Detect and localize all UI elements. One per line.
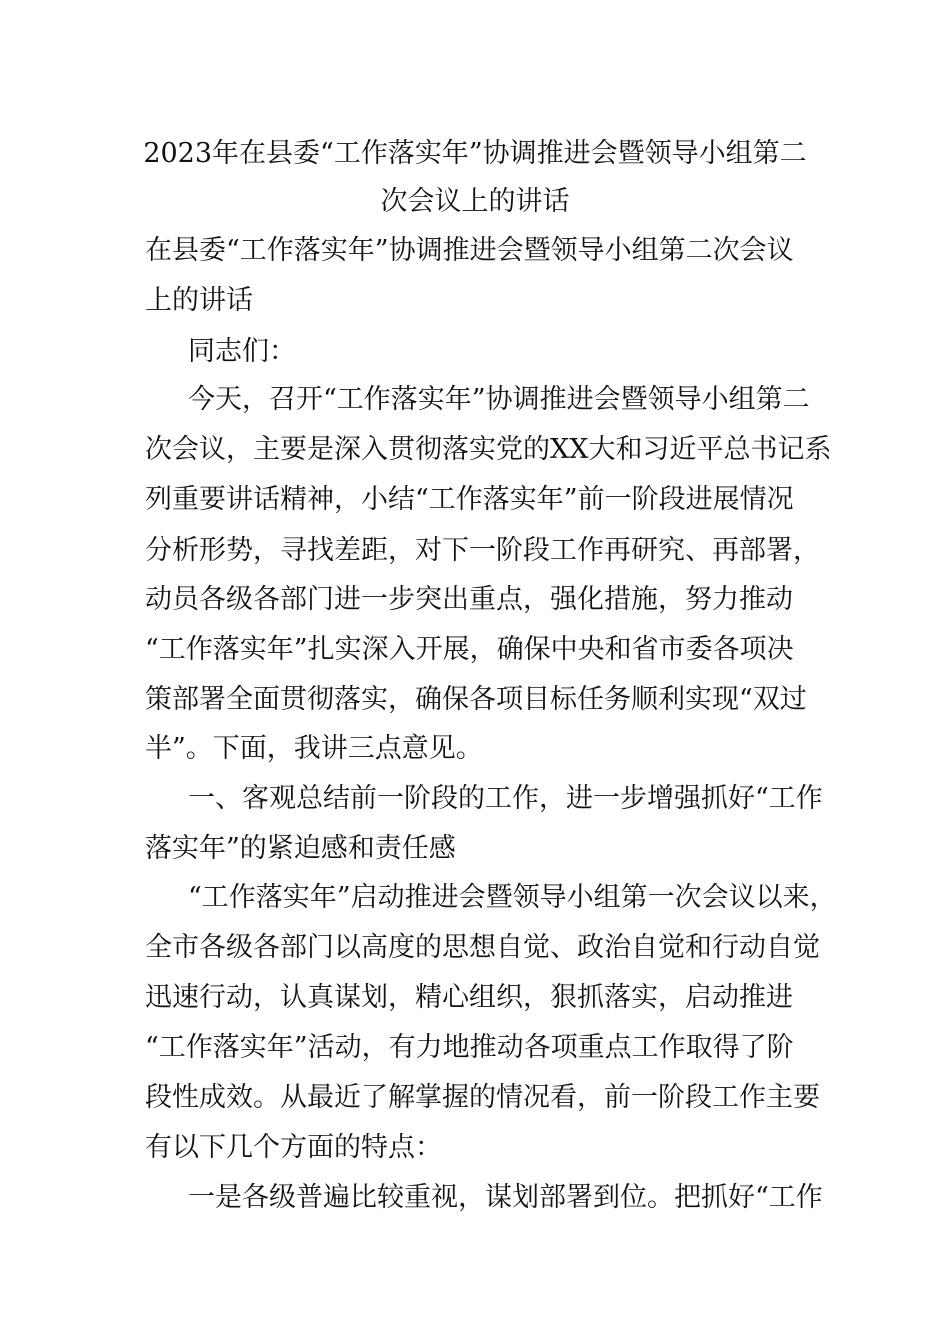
heading-1-line-1: 一、客观总结前一阶段的工作，进一步增强抓好“工作 [188,783,823,814]
paragraph-2-line-3: 迅速行动，认真谋划，精心组织，狠抓落实，启动推进 [145,982,793,1013]
document-title-line-1: 2023年在县委“工作落实年”协调推进会暨领导小组第二 [143,138,807,169]
subtitle-line-2: 上的讲话 [145,285,253,316]
paragraph-1-line-6: “工作落实年”扎实深入开展，确保中央和省市委各项决 [145,634,794,665]
paragraph-1-line-3: 列重要讲话精神，小结“工作落实年”前一阶段进展情况 [145,484,794,515]
paragraph-2-line-2: 全市各级各部门以高度的思想自觉、政治自觉和行动自觉 [145,932,820,963]
paragraph-1-line-1: 今天，召开“工作落实年”协调推进会暨领导小组第二 [188,384,810,415]
salutation: 同志们： [188,336,296,367]
paragraph-1-line-2: 次会议，主要是深入贯彻落实党的XX大和习近平总书记系 [145,434,832,465]
paragraph-2-line-1: “工作落实年”启动推进会暨领导小组第一次会议以来， [188,882,837,913]
paragraph-2-line-5: 段性成效。从最近了解掌握的情况看，前一阶段工作主要 [145,1082,820,1113]
paragraph-2-line-4: “工作落实年”活动，有力地推动各项重点工作取得了阶 [145,1032,794,1063]
paragraph-1-line-4: 分析形势，寻找差距，对下一阶段工作再研究、再部署， [145,535,820,566]
paragraph-1-line-5: 动员各级各部门进一步突出重点，强化措施，努力推动 [145,584,793,615]
paragraph-1-line-8: 半”。下面，我讲三点意见。 [145,733,483,764]
paragraph-1-line-7: 策部署全面贯彻落实，确保各项目标任务顺利实现“双过 [145,684,807,715]
document-title-line-2: 次会议上的讲话 [380,186,570,217]
subtitle-line-1: 在县委“工作落实年”协调推进会暨领导小组第二次会议 [145,235,794,266]
paragraph-3-line-1: 一是各级普遍比较重视，谋划部署到位。把抓好“工作 [188,1182,823,1213]
heading-1-line-2: 落实年”的紧迫感和责任感 [145,833,456,864]
paragraph-2-line-6: 有以下几个方面的特点： [145,1132,442,1163]
